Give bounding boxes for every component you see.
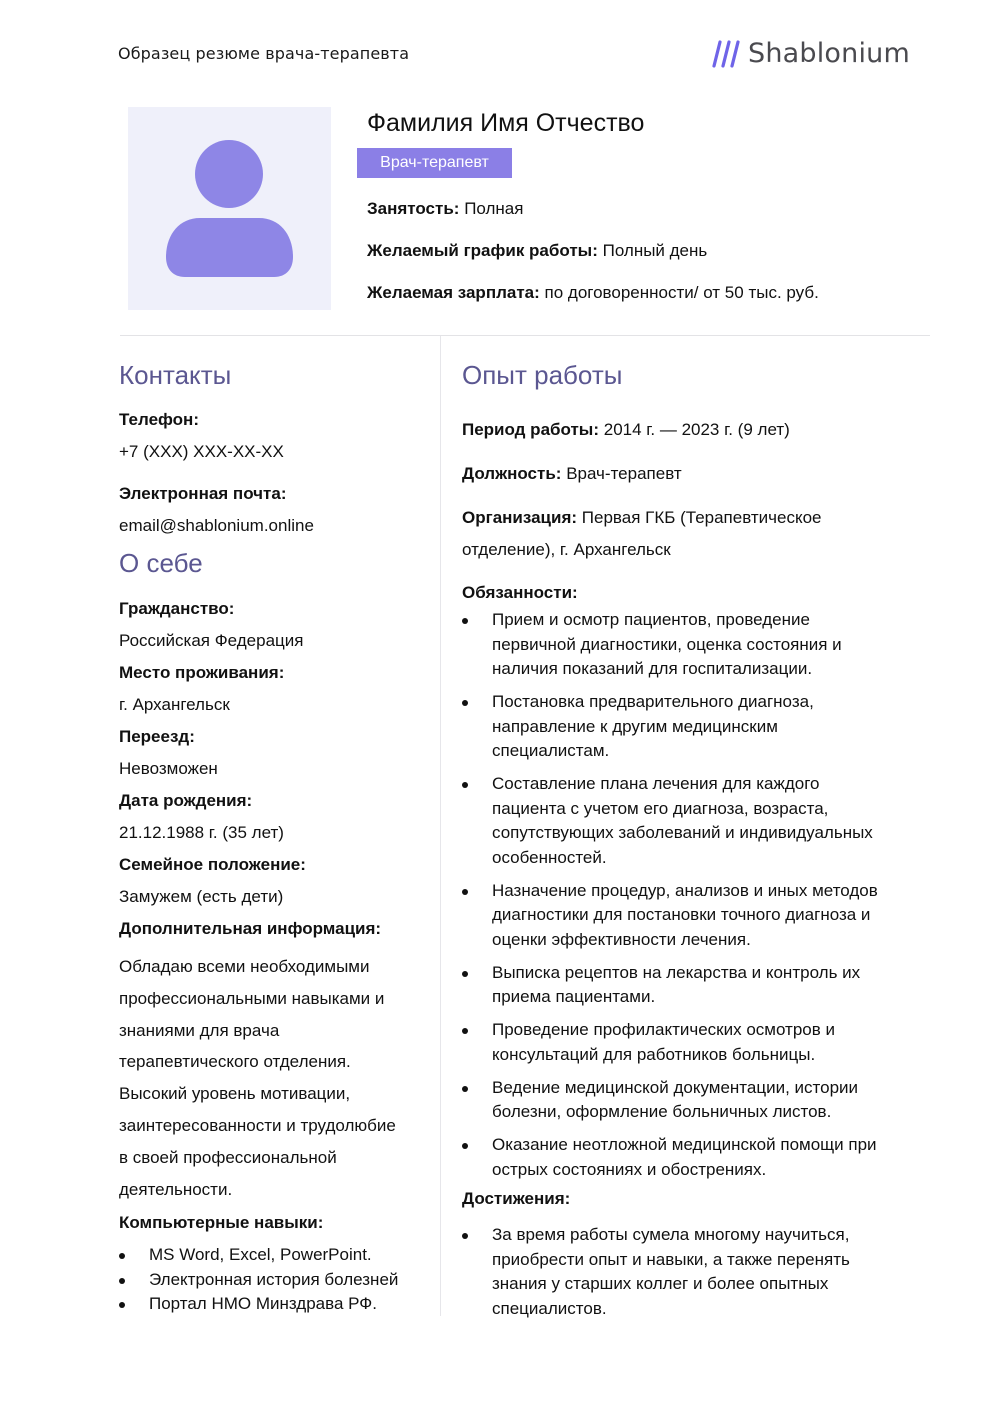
additional-info-line: заинтересованности и трудолюбие	[119, 1115, 396, 1135]
duties-list	[462, 608, 922, 1182]
skill-text: Портал НМО Минздрава РФ.	[149, 1294, 377, 1313]
list-item-line: острых состояниях и обострениях.	[492, 1159, 767, 1179]
additional-info-line: деятельности.	[119, 1179, 233, 1199]
bullet-icon	[462, 618, 468, 624]
period-value: 2014 г. — 2023 г. (9 лет)	[603, 420, 790, 439]
list-item-line: направление к другим медицинским	[492, 716, 778, 736]
list-item-line: специалистам.	[492, 741, 610, 760]
additional-info-line: терапевтического отделения.	[119, 1052, 351, 1072]
bullet-icon	[462, 1086, 468, 1092]
contacts-title: Контакты	[119, 360, 232, 390]
employment-line	[367, 199, 523, 219]
list-item-line: Оказание неотложной медицинской помощи при	[492, 1135, 877, 1154]
employment-value: Полная	[464, 199, 524, 218]
list-item	[119, 1292, 429, 1317]
list-item-line: оценки эффективности лечения.	[492, 929, 751, 949]
list-item-line: особенностей.	[492, 847, 607, 867]
bullet-icon	[119, 1253, 125, 1259]
birthdate-value: 21.12.1988 г. (35 лет)	[119, 823, 284, 842]
organization-label: Организация:	[462, 508, 578, 527]
list-item-line: первичной диагностики, оценка состояния и	[492, 634, 842, 654]
list-item	[462, 1076, 922, 1125]
list-item-line: сопутствующих заболеваний и индивидуальных	[492, 823, 873, 842]
bullet-icon	[462, 782, 468, 788]
residence-label: Место проживания:	[119, 663, 285, 682]
logo-slashes-icon	[706, 39, 742, 69]
list-item-line: Составление плана лечения для каждого	[492, 774, 820, 793]
list-item	[119, 1268, 429, 1293]
list-item-line: наличия показаний для госпитализации.	[492, 659, 813, 678]
skill-text: MS Word, Excel, PowerPoint.	[149, 1245, 372, 1264]
list-item-line: приема пациентами.	[492, 987, 656, 1006]
avatar-icon	[128, 107, 331, 310]
additional-info-line: знаниями для врача	[119, 1020, 280, 1040]
list-item	[462, 772, 922, 870]
employment-label: Занятость:	[367, 199, 460, 218]
photo-placeholder	[128, 107, 331, 310]
relocation-label: Переезд:	[119, 727, 195, 746]
organization-value: Первая ГКБ (Терапевтическое	[581, 508, 822, 527]
marital-status-value: Замужем (есть дети)	[119, 887, 284, 906]
achievements-label: Достижения:	[462, 1189, 571, 1208]
column-divider	[440, 336, 441, 1316]
list-item-line: Назначение процедур, анализов и иных методов	[492, 880, 878, 900]
bullet-icon	[462, 889, 468, 895]
schedule-line	[367, 241, 707, 261]
list-item-line: болезни, оформление больничных листов.	[492, 1102, 832, 1121]
duties-block	[462, 583, 922, 1191]
list-item	[462, 608, 922, 682]
email-label: Электронная почта:	[119, 484, 287, 503]
bullet-icon	[119, 1302, 125, 1308]
header-divider	[120, 335, 930, 336]
about-block	[119, 599, 429, 1205]
period-label: Период работы:	[462, 420, 599, 439]
list-item-line: За время работы сумела многому научиться,	[492, 1225, 850, 1244]
citizenship-value: Российская Федерация	[119, 631, 304, 650]
list-item-line: Выписка рецептов на лекарства и контроль их	[492, 962, 861, 982]
additional-info-line: в своей профессиональной	[119, 1147, 337, 1167]
achievements-list	[462, 1223, 922, 1321]
job-position-label: Должность:	[462, 464, 562, 483]
email-value: email@shablonium.online	[119, 516, 314, 535]
brand-logo	[706, 38, 910, 69]
list-item-line: знания у старших коллег и более опытных	[492, 1274, 829, 1293]
bullet-icon	[462, 1143, 468, 1149]
brand-name: Shablonium	[748, 38, 910, 69]
list-item-line: специалистов.	[492, 1298, 607, 1318]
marital-status-label: Семейное положение:	[119, 855, 306, 874]
list-item	[462, 690, 922, 764]
residence-value: г. Архангельск	[119, 695, 230, 714]
list-item	[462, 879, 922, 953]
list-item	[462, 1223, 922, 1321]
experience-block	[462, 414, 922, 572]
additional-info-line: Обладаю всеми необходимыми	[119, 957, 370, 976]
period-line	[462, 414, 922, 458]
list-item-line: консультаций для работников больницы.	[492, 1044, 816, 1064]
list-item	[462, 961, 922, 1010]
experience-title: Опыт работы	[462, 360, 623, 390]
schedule-value: Полный день	[602, 241, 708, 260]
bullet-icon	[462, 1233, 468, 1239]
bullet-icon	[462, 971, 468, 977]
citizenship-label: Гражданство:	[119, 599, 235, 618]
skill-text: Электронная история болезней	[149, 1269, 399, 1289]
additional-info-line: Высокий уровень мотивации,	[119, 1084, 351, 1104]
phone-value: +7 (XXX) XXX-XX-XX	[119, 442, 284, 461]
list-item-line: приобрести опыт и навыки, а также перенять	[492, 1249, 850, 1269]
list-item-line: Постановка предварительного диагноза,	[492, 692, 814, 711]
additional-info-label: Дополнительная информация:	[119, 919, 382, 938]
list-item-line: Прием и осмотр пациентов, проведение	[492, 610, 810, 629]
phone-label: Телефон:	[119, 410, 199, 429]
organization-line-2: отделение), г. Архангельск	[462, 540, 671, 559]
birthdate-label: Дата рождения:	[119, 791, 253, 810]
computer-skills-list	[119, 1243, 429, 1317]
list-item-line: Проведение профилактических осмотров и	[492, 1020, 836, 1039]
contacts-block	[119, 410, 429, 548]
position-badge: Врач-терапевт	[357, 148, 512, 178]
about-title: О себе	[119, 548, 203, 578]
job-position-value: Врач-терапевт	[566, 464, 682, 483]
organization-line	[462, 502, 922, 534]
additional-info-line: профессиональными навыками и	[119, 988, 385, 1008]
list-item	[119, 1243, 429, 1268]
salary-value: по договоренности/ от 50 тыс. руб.	[544, 283, 819, 302]
list-item-line: диагностики для постановки точного диагноза и	[492, 905, 871, 924]
bullet-icon	[462, 1028, 468, 1034]
computer-skills-block	[119, 1213, 429, 1317]
schedule-label: Желаемый график работы:	[367, 241, 598, 260]
additional-info-text	[119, 951, 429, 1205]
list-item	[462, 1018, 922, 1067]
job-position-line	[462, 458, 922, 502]
list-item-line: пациента с учетом его диагноза, возраста,	[492, 798, 829, 818]
list-item	[462, 1133, 922, 1182]
achievements-block	[462, 1189, 922, 1321]
relocation-value: Невозможен	[119, 759, 218, 778]
document-caption: Образец резюме врача-терапевта	[118, 44, 410, 63]
computer-skills-label: Компьютерные навыки:	[119, 1213, 324, 1232]
salary-line	[367, 283, 819, 303]
full-name: Фамилия Имя Отчество	[367, 109, 645, 137]
bullet-icon	[119, 1278, 125, 1284]
bullet-icon	[462, 700, 468, 706]
list-item-line: Ведение медицинской документации, истории	[492, 1077, 859, 1097]
duties-label: Обязанности:	[462, 583, 578, 602]
salary-label: Желаемая зарплата:	[367, 283, 540, 302]
